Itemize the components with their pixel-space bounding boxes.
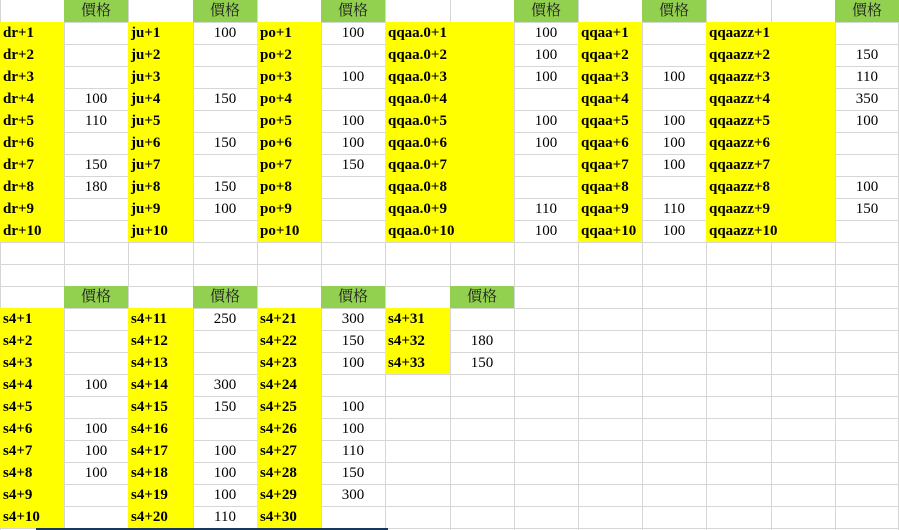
label-cell-po-4[interactable]: po+4 xyxy=(257,88,321,110)
value-cell-qqaa-10[interactable]: 100 xyxy=(662,223,686,239)
value-cell-po-2[interactable] xyxy=(321,44,385,66)
label-cell-po-5[interactable]: po+5 xyxy=(257,110,321,132)
value-cell-s4-1-10[interactable] xyxy=(64,506,128,528)
label-cell-dr-2[interactable]: dr+2 xyxy=(0,44,64,66)
value-cell-qqaazz-5[interactable]: 100 xyxy=(855,113,879,129)
value-cell-s4-1-7[interactable]: 100 xyxy=(84,443,108,459)
label-cell-s4-11-9[interactable]: s4+19 xyxy=(128,484,193,506)
label-cell-ju-2[interactable]: ju+2 xyxy=(128,44,193,66)
label-cell-qqaa-7[interactable]: qqaa+7 xyxy=(578,154,642,176)
label-cell-s4-1-3[interactable]: s4+3 xyxy=(0,352,64,374)
label-cell-po-6[interactable]: po+6 xyxy=(257,132,321,154)
price-header-qqaa[interactable]: 價格 xyxy=(642,0,706,22)
label-cell-qqaazz-6[interactable]: qqaazz+6 xyxy=(706,132,835,154)
value-cell-s4-11-2[interactable] xyxy=(193,330,257,352)
value-cell-qqaazz-8[interactable]: 100 xyxy=(855,179,879,195)
label-cell-qqaa-5[interactable]: qqaa+5 xyxy=(578,110,642,132)
value-cell-po-4[interactable] xyxy=(321,88,385,110)
label-cell-qqaa0-4[interactable]: qqaa.0+4 xyxy=(385,88,514,110)
label-cell-qqaa0-7[interactable]: qqaa.0+7 xyxy=(385,154,514,176)
value-cell-ju-8[interactable]: 150 xyxy=(213,179,237,195)
value-cell-s4-31-2[interactable]: 180 xyxy=(470,333,494,349)
price-header-po[interactable]: 價格 xyxy=(321,0,385,22)
label-cell-ju-7[interactable]: ju+7 xyxy=(128,154,193,176)
label-cell-dr-3[interactable]: dr+3 xyxy=(0,66,64,88)
value-cell-s4-31-3[interactable]: 150 xyxy=(470,355,494,371)
label-cell-s4-21-7[interactable]: s4+27 xyxy=(257,440,321,462)
value-cell-s4-21-5[interactable]: 100 xyxy=(341,399,365,415)
value-cell-qqaa-4[interactable] xyxy=(642,88,706,110)
label-cell-dr-5[interactable]: dr+5 xyxy=(0,110,64,132)
label-cell-po-2[interactable]: po+2 xyxy=(257,44,321,66)
label-cell-s4-21-8[interactable]: s4+28 xyxy=(257,462,321,484)
value-cell-s4-11-8[interactable]: 100 xyxy=(213,465,237,481)
value-cell-po-8[interactable] xyxy=(321,176,385,198)
label-cell-s4-1-5[interactable]: s4+5 xyxy=(0,396,64,418)
label-cell-s4-11-4[interactable]: s4+14 xyxy=(128,374,193,396)
label-cell-po-8[interactable]: po+8 xyxy=(257,176,321,198)
value-cell-dr-10[interactable] xyxy=(64,220,128,242)
label-cell-qqaazz-9[interactable]: qqaazz+9 xyxy=(706,198,835,220)
value-cell-s4-1-5[interactable] xyxy=(64,396,128,418)
value-cell-qqaa-1[interactable] xyxy=(642,22,706,44)
value-cell-po-7[interactable]: 150 xyxy=(341,157,365,173)
value-cell-dr-3[interactable] xyxy=(64,66,128,88)
label-cell-qqaa-8[interactable]: qqaa+8 xyxy=(578,176,642,198)
label-cell-s4-1-9[interactable]: s4+9 xyxy=(0,484,64,506)
label-cell-qqaa0-1[interactable]: qqaa.0+1 xyxy=(385,22,514,44)
value-cell-po-10[interactable] xyxy=(321,220,385,242)
label-cell-ju-8[interactable]: ju+8 xyxy=(128,176,193,198)
label-cell-s4-11-8[interactable]: s4+18 xyxy=(128,462,193,484)
label-cell-s4-11-7[interactable]: s4+17 xyxy=(128,440,193,462)
value-cell-qqaa0-7[interactable] xyxy=(514,154,578,176)
label-cell-po-3[interactable]: po+3 xyxy=(257,66,321,88)
value-cell-s4-21-9[interactable]: 300 xyxy=(341,487,365,503)
value-cell-qqaazz-2[interactable]: 150 xyxy=(855,47,879,63)
value-cell-po-1[interactable]: 100 xyxy=(341,25,365,41)
value-cell-s4-21-3[interactable]: 100 xyxy=(341,355,365,371)
label-cell-s4-1-6[interactable]: s4+6 xyxy=(0,418,64,440)
label-cell-ju-1[interactable]: ju+1 xyxy=(128,22,193,44)
label-cell-s4-11-2[interactable]: s4+12 xyxy=(128,330,193,352)
value-cell-s4-21-2[interactable]: 150 xyxy=(341,333,365,349)
price-header-ju[interactable]: 價格 xyxy=(193,0,257,22)
label-cell-po-9[interactable]: po+9 xyxy=(257,198,321,220)
label-cell-s4-21-4[interactable]: s4+24 xyxy=(257,374,321,396)
value-cell-s4-21-10[interactable] xyxy=(321,506,385,528)
value-cell-qqaa0-1[interactable]: 100 xyxy=(534,25,558,41)
price-header-s4-31[interactable]: 價格 xyxy=(450,286,514,308)
label-cell-s4-11-1[interactable]: s4+11 xyxy=(128,308,193,330)
label-cell-qqaa-3[interactable]: qqaa+3 xyxy=(578,66,642,88)
value-cell-qqaa-5[interactable]: 100 xyxy=(662,113,686,129)
label-cell-qqaa0-2[interactable]: qqaa.0+2 xyxy=(385,44,514,66)
label-cell-ju-5[interactable]: ju+5 xyxy=(128,110,193,132)
value-cell-dr-4[interactable]: 100 xyxy=(84,91,108,107)
value-cell-qqaazz-9[interactable]: 150 xyxy=(855,201,879,217)
label-cell-ju-4[interactable]: ju+4 xyxy=(128,88,193,110)
price-header-qqaazz[interactable]: 價格 xyxy=(835,0,899,22)
label-cell-qqaa-4[interactable]: qqaa+4 xyxy=(578,88,642,110)
label-cell-s4-21-5[interactable]: s4+25 xyxy=(257,396,321,418)
value-cell-s4-21-8[interactable]: 150 xyxy=(341,465,365,481)
label-cell-s4-1-4[interactable]: s4+4 xyxy=(0,374,64,396)
label-cell-qqaazz-1[interactable]: qqaazz+1 xyxy=(706,22,835,44)
label-cell-s4-31-3[interactable]: s4+33 xyxy=(385,352,450,374)
value-cell-s4-1-2[interactable] xyxy=(64,330,128,352)
value-cell-po-3[interactable]: 100 xyxy=(341,69,365,85)
label-cell-qqaa-6[interactable]: qqaa+6 xyxy=(578,132,642,154)
label-cell-s4-11-3[interactable]: s4+13 xyxy=(128,352,193,374)
value-cell-qqaazz-6[interactable] xyxy=(835,132,899,154)
label-cell-s4-1-10[interactable]: s4+10 xyxy=(0,506,64,528)
value-cell-dr-7[interactable]: 150 xyxy=(84,157,108,173)
value-cell-s4-1-3[interactable] xyxy=(64,352,128,374)
value-cell-dr-8[interactable]: 180 xyxy=(84,179,108,195)
value-cell-qqaa-2[interactable] xyxy=(642,44,706,66)
label-cell-qqaazz-8[interactable]: qqaazz+8 xyxy=(706,176,835,198)
value-cell-qqaa0-5[interactable]: 100 xyxy=(534,113,558,129)
value-cell-dr-6[interactable] xyxy=(64,132,128,154)
label-cell-s4-21-1[interactable]: s4+21 xyxy=(257,308,321,330)
value-cell-s4-21-6[interactable]: 100 xyxy=(341,421,365,437)
value-cell-ju-4[interactable]: 150 xyxy=(213,91,237,107)
value-cell-s4-11-3[interactable] xyxy=(193,352,257,374)
label-cell-ju-10[interactable]: ju+10 xyxy=(128,220,193,242)
label-cell-qqaa-10[interactable]: qqaa+10 xyxy=(578,220,642,242)
label-cell-s4-1-2[interactable]: s4+2 xyxy=(0,330,64,352)
value-cell-qqaazz-4[interactable]: 350 xyxy=(855,91,879,107)
label-cell-s4-21-6[interactable]: s4+26 xyxy=(257,418,321,440)
value-cell-qqaa-6[interactable]: 100 xyxy=(662,135,686,151)
label-cell-qqaa-9[interactable]: qqaa+9 xyxy=(578,198,642,220)
label-cell-dr-6[interactable]: dr+6 xyxy=(0,132,64,154)
label-cell-s4-21-10[interactable]: s4+30 xyxy=(257,506,321,528)
value-cell-ju-1[interactable]: 100 xyxy=(213,25,237,41)
value-cell-ju-2[interactable] xyxy=(193,44,257,66)
label-cell-qqaazz-2[interactable]: qqaazz+2 xyxy=(706,44,835,66)
value-cell-s4-31-1[interactable] xyxy=(450,308,514,330)
label-cell-s4-31-2[interactable]: s4+32 xyxy=(385,330,450,352)
value-cell-s4-11-10[interactable]: 110 xyxy=(214,509,236,525)
label-cell-qqaazz-10[interactable]: qqaazz+10 xyxy=(706,220,835,242)
value-cell-qqaa-7[interactable]: 100 xyxy=(662,157,686,173)
value-cell-s4-11-1[interactable]: 250 xyxy=(213,311,237,327)
label-cell-dr-4[interactable]: dr+4 xyxy=(0,88,64,110)
value-cell-dr-2[interactable] xyxy=(64,44,128,66)
value-cell-qqaa0-8[interactable] xyxy=(514,176,578,198)
label-cell-qqaa0-9[interactable]: qqaa.0+9 xyxy=(385,198,514,220)
label-cell-po-10[interactable]: po+10 xyxy=(257,220,321,242)
value-cell-s4-21-7[interactable]: 110 xyxy=(342,443,364,459)
value-cell-s4-11-9[interactable]: 100 xyxy=(213,487,237,503)
label-cell-s4-11-10[interactable]: s4+20 xyxy=(128,506,193,528)
value-cell-qqaa0-9[interactable]: 110 xyxy=(535,201,557,217)
value-cell-s4-11-6[interactable] xyxy=(193,418,257,440)
value-cell-qqaazz-10[interactable] xyxy=(835,220,899,242)
price-header-s4-21[interactable]: 價格 xyxy=(321,286,385,308)
label-cell-s4-31-1[interactable]: s4+31 xyxy=(385,308,450,330)
value-cell-s4-1-9[interactable] xyxy=(64,484,128,506)
label-cell-s4-11-5[interactable]: s4+15 xyxy=(128,396,193,418)
value-cell-s4-21-4[interactable] xyxy=(321,374,385,396)
value-cell-dr-1[interactable] xyxy=(64,22,128,44)
label-cell-dr-10[interactable]: dr+10 xyxy=(0,220,64,242)
value-cell-qqaa0-6[interactable]: 100 xyxy=(534,135,558,151)
value-cell-s4-1-1[interactable] xyxy=(64,308,128,330)
label-cell-qqaa0-3[interactable]: qqaa.0+3 xyxy=(385,66,514,88)
value-cell-s4-1-8[interactable]: 100 xyxy=(84,465,108,481)
value-cell-qqaa0-3[interactable]: 100 xyxy=(534,69,558,85)
value-cell-ju-5[interactable] xyxy=(193,110,257,132)
label-cell-dr-1[interactable]: dr+1 xyxy=(0,22,64,44)
price-header-s4-11[interactable]: 價格 xyxy=(193,286,257,308)
value-cell-s4-1-6[interactable]: 100 xyxy=(84,421,108,437)
value-cell-s4-11-7[interactable]: 100 xyxy=(213,443,237,459)
value-cell-qqaa0-10[interactable]: 100 xyxy=(534,223,558,239)
label-cell-s4-1-7[interactable]: s4+7 xyxy=(0,440,64,462)
value-cell-po-9[interactable] xyxy=(321,198,385,220)
value-cell-ju-7[interactable] xyxy=(193,154,257,176)
label-cell-s4-21-9[interactable]: s4+29 xyxy=(257,484,321,506)
price-header-qqaa0[interactable]: 價格 xyxy=(514,0,578,22)
value-cell-ju-3[interactable] xyxy=(193,66,257,88)
label-cell-qqaazz-3[interactable]: qqaazz+3 xyxy=(706,66,835,88)
label-cell-qqaa-2[interactable]: qqaa+2 xyxy=(578,44,642,66)
label-cell-dr-7[interactable]: dr+7 xyxy=(0,154,64,176)
value-cell-qqaa-8[interactable] xyxy=(642,176,706,198)
value-cell-qqaazz-3[interactable]: 110 xyxy=(856,69,878,85)
label-cell-qqaa0-6[interactable]: qqaa.0+6 xyxy=(385,132,514,154)
label-cell-qqaazz-7[interactable]: qqaazz+7 xyxy=(706,154,835,176)
value-cell-s4-1-4[interactable]: 100 xyxy=(84,377,108,393)
label-cell-po-1[interactable]: po+1 xyxy=(257,22,321,44)
value-cell-ju-9[interactable]: 100 xyxy=(213,201,237,217)
value-cell-ju-10[interactable] xyxy=(193,220,257,242)
value-cell-dr-9[interactable] xyxy=(64,198,128,220)
value-cell-qqaazz-7[interactable] xyxy=(835,154,899,176)
price-header-dr[interactable]: 價格 xyxy=(64,0,128,22)
value-cell-po-6[interactable]: 100 xyxy=(341,135,365,151)
label-cell-po-7[interactable]: po+7 xyxy=(257,154,321,176)
label-cell-dr-8[interactable]: dr+8 xyxy=(0,176,64,198)
label-cell-dr-9[interactable]: dr+9 xyxy=(0,198,64,220)
label-cell-qqaazz-5[interactable]: qqaazz+5 xyxy=(706,110,835,132)
value-cell-qqaa-9[interactable]: 110 xyxy=(663,201,685,217)
value-cell-s4-11-4[interactable]: 300 xyxy=(213,377,237,393)
label-cell-qqaa0-8[interactable]: qqaa.0+8 xyxy=(385,176,514,198)
label-cell-qqaa0-5[interactable]: qqaa.0+5 xyxy=(385,110,514,132)
value-cell-qqaa0-4[interactable] xyxy=(514,88,578,110)
label-cell-s4-1-1[interactable]: s4+1 xyxy=(0,308,64,330)
value-cell-qqaazz-1[interactable] xyxy=(835,22,899,44)
label-cell-qqaazz-4[interactable]: qqaazz+4 xyxy=(706,88,835,110)
value-cell-po-5[interactable]: 100 xyxy=(341,113,365,129)
value-cell-qqaa-3[interactable]: 100 xyxy=(662,69,686,85)
label-cell-ju-9[interactable]: ju+9 xyxy=(128,198,193,220)
label-cell-s4-1-8[interactable]: s4+8 xyxy=(0,462,64,484)
label-cell-ju-6[interactable]: ju+6 xyxy=(128,132,193,154)
value-cell-s4-11-5[interactable]: 150 xyxy=(213,399,237,415)
value-cell-s4-21-1[interactable]: 300 xyxy=(341,311,365,327)
label-cell-qqaa-1[interactable]: qqaa+1 xyxy=(578,22,642,44)
value-cell-ju-6[interactable]: 150 xyxy=(213,135,237,151)
label-cell-s4-11-6[interactable]: s4+16 xyxy=(128,418,193,440)
value-cell-qqaa0-2[interactable]: 100 xyxy=(534,47,558,63)
price-header-s4-1[interactable]: 價格 xyxy=(64,286,128,308)
label-cell-qqaa0-10[interactable]: qqaa.0+10 xyxy=(385,220,514,242)
label-cell-ju-3[interactable]: ju+3 xyxy=(128,66,193,88)
value-cell-dr-5[interactable]: 110 xyxy=(85,113,107,129)
label-cell-s4-21-3[interactable]: s4+23 xyxy=(257,352,321,374)
label-cell-s4-21-2[interactable]: s4+22 xyxy=(257,330,321,352)
